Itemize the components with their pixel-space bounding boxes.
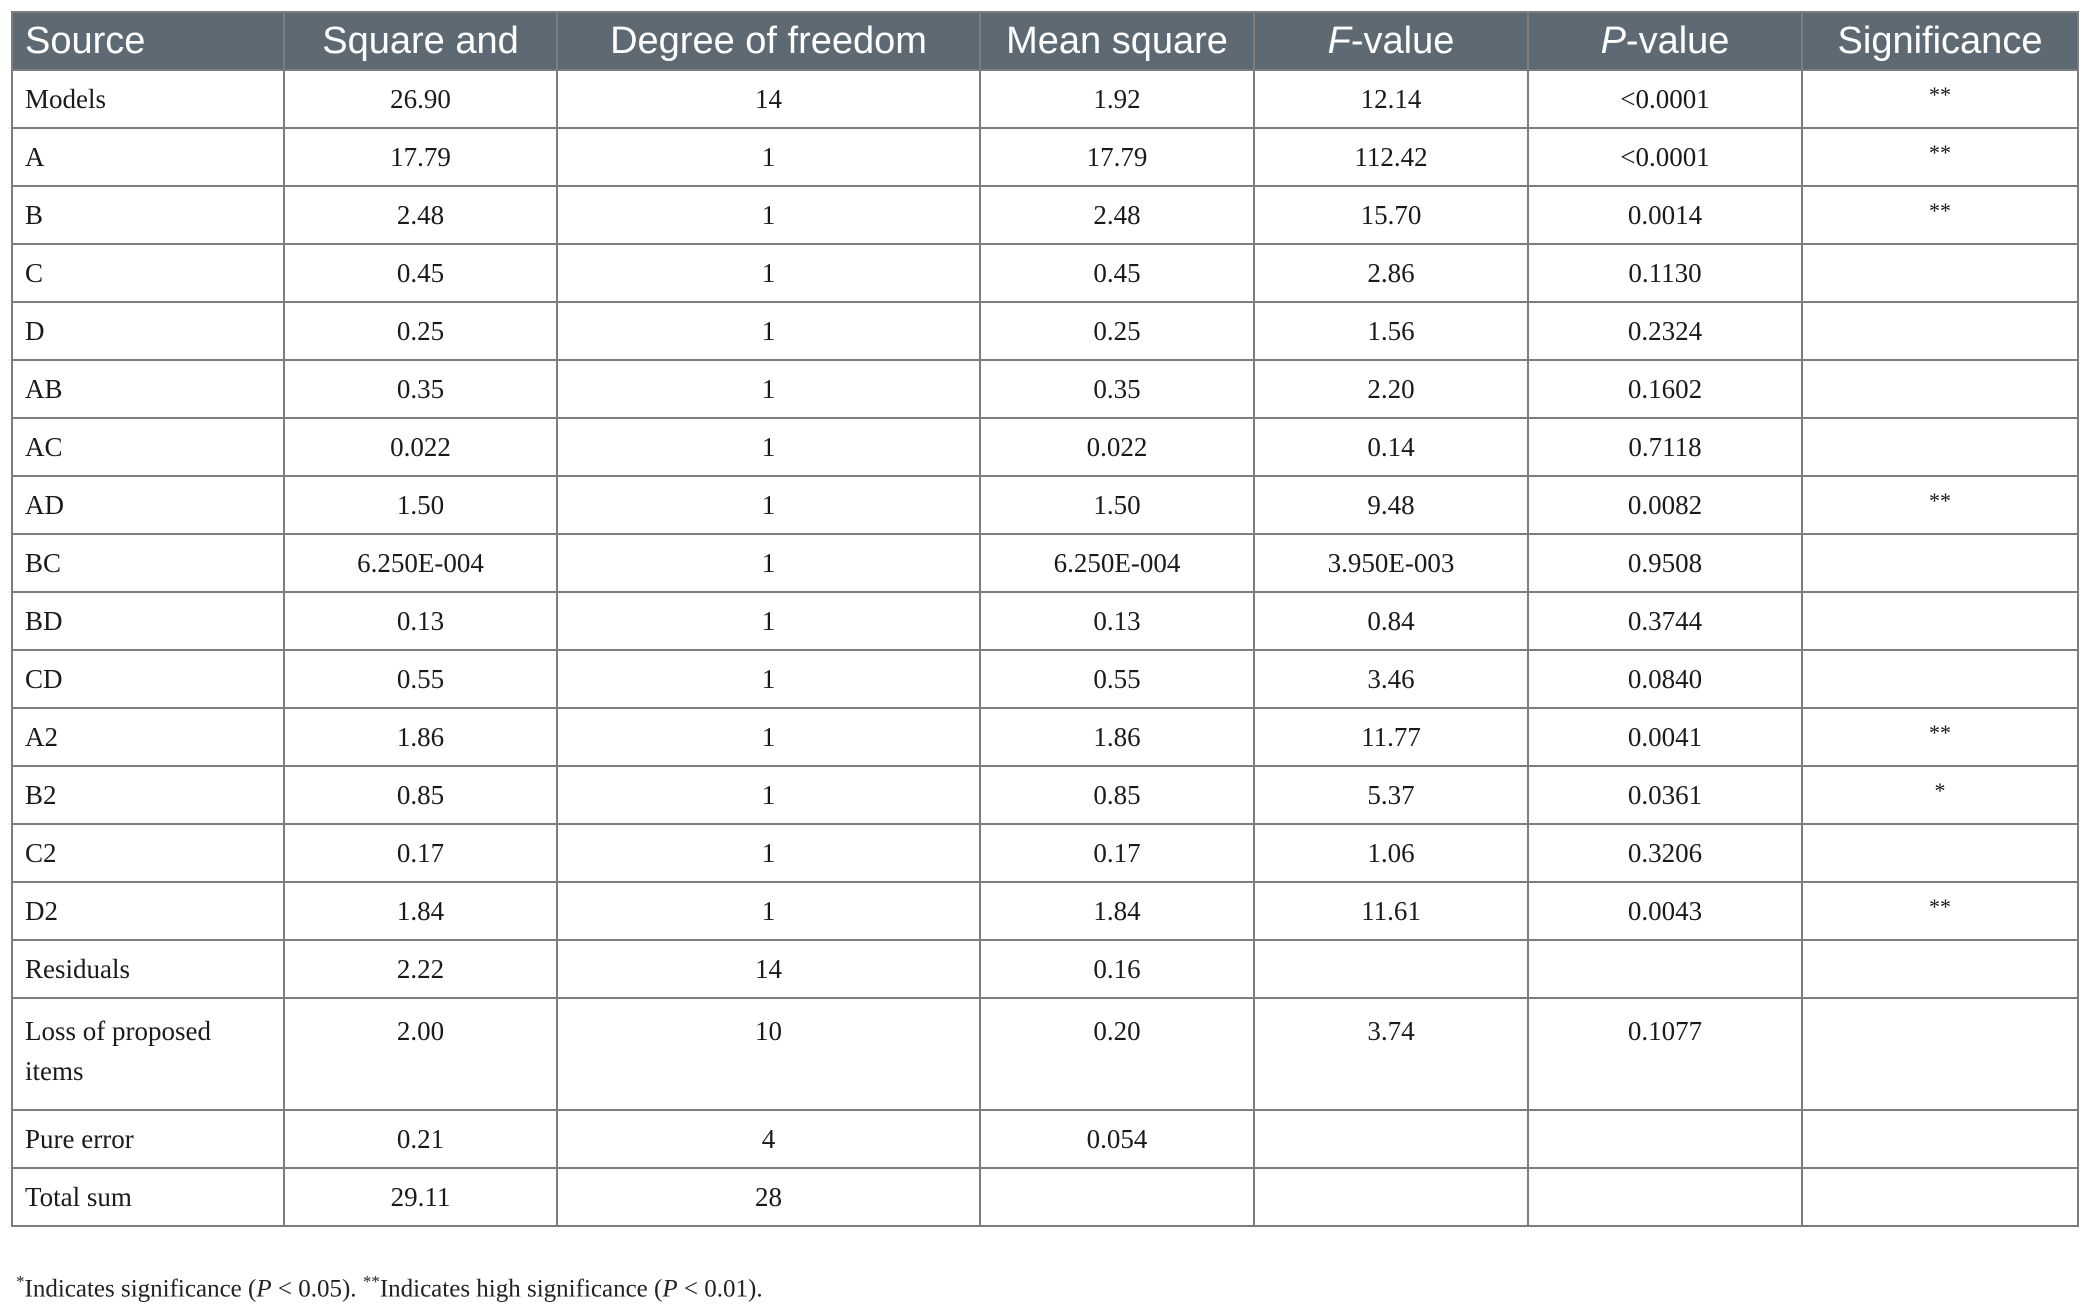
cell-source: AB — [12, 360, 284, 418]
cell-source: BD — [12, 592, 284, 650]
table-row — [12, 476, 2078, 534]
cell-f-value: 5.37 — [1254, 766, 1528, 824]
cell-significance — [1802, 650, 2078, 708]
cell-degree-of-freedom: 1 — [557, 650, 980, 708]
cell-degree-of-freedom: 1 — [557, 128, 980, 186]
header-row — [12, 12, 2078, 70]
header-mean-square: Mean square — [980, 12, 1254, 70]
cell-source: Loss of proposed items — [12, 998, 284, 1110]
significance-marker: ** — [1929, 720, 1951, 745]
table-row — [12, 882, 2078, 940]
cell-degree-of-freedom: 1 — [557, 360, 980, 418]
table-header — [12, 12, 2078, 70]
cell-f-value: 15.70 — [1254, 186, 1528, 244]
cell-mean-square: 0.054 — [980, 1110, 1254, 1168]
cell-source: Residuals — [12, 940, 284, 998]
table-row — [12, 360, 2078, 418]
header-significance: Significance — [1802, 12, 2078, 70]
cell-square-and: 0.17 — [284, 824, 557, 882]
header-p-suffix: -value — [1625, 19, 1730, 62]
cell-mean-square: 1.84 — [980, 882, 1254, 940]
anova-table — [11, 11, 2079, 1227]
cell-source: Total sum — [12, 1168, 284, 1226]
table-row — [12, 1168, 2078, 1226]
cell-f-value: 9.48 — [1254, 476, 1528, 534]
cell-p-value: 0.3744 — [1528, 592, 1802, 650]
cell-degree-of-freedom: 28 — [557, 1168, 980, 1226]
cell-degree-of-freedom: 1 — [557, 766, 980, 824]
cell-p-value: 0.9508 — [1528, 534, 1802, 592]
table-body — [12, 70, 2078, 1226]
cell-significance — [1802, 592, 2078, 650]
cell-significance — [1802, 882, 2078, 940]
cell-square-and: 1.84 — [284, 882, 557, 940]
cell-p-value: 0.3206 — [1528, 824, 1802, 882]
cell-f-value: 0.14 — [1254, 418, 1528, 476]
header-source: Source — [12, 12, 284, 70]
cell-f-value: 11.77 — [1254, 708, 1528, 766]
header-f-letter: F — [1327, 19, 1351, 62]
cell-significance — [1802, 1110, 2078, 1168]
cell-source: C — [12, 244, 284, 302]
cell-f-value: 12.14 — [1254, 70, 1528, 128]
cell-f-value — [1254, 1168, 1528, 1226]
cell-square-and: 0.45 — [284, 244, 557, 302]
cell-source: A2 — [12, 708, 284, 766]
cell-square-and: 0.35 — [284, 360, 557, 418]
cell-significance — [1802, 186, 2078, 244]
cell-square-and: 1.50 — [284, 476, 557, 534]
footnote-star-double: ** — [362, 1272, 380, 1291]
cell-significance — [1802, 302, 2078, 360]
significance-marker: ** — [1929, 82, 1951, 107]
cell-mean-square: 0.35 — [980, 360, 1254, 418]
table-row — [12, 244, 2078, 302]
cell-f-value: 1.06 — [1254, 824, 1528, 882]
cell-degree-of-freedom: 1 — [557, 418, 980, 476]
cell-mean-square: 0.25 — [980, 302, 1254, 360]
cell-f-value — [1254, 940, 1528, 998]
cell-source: D — [12, 302, 284, 360]
table-row — [12, 128, 2078, 186]
cell-degree-of-freedom: 1 — [557, 592, 980, 650]
cell-degree-of-freedom: 4 — [557, 1110, 980, 1168]
table-row — [12, 998, 2078, 1110]
cell-mean-square: 0.17 — [980, 824, 1254, 882]
cell-p-value: 0.1602 — [1528, 360, 1802, 418]
cell-source: CD — [12, 650, 284, 708]
cell-degree-of-freedom: 1 — [557, 244, 980, 302]
cell-mean-square: 0.45 — [980, 244, 1254, 302]
cell-mean-square: 17.79 — [980, 128, 1254, 186]
table-row — [12, 592, 2078, 650]
cell-source: AD — [12, 476, 284, 534]
table-row — [12, 186, 2078, 244]
cell-degree-of-freedom: 14 — [557, 940, 980, 998]
cell-p-value: <0.0001 — [1528, 70, 1802, 128]
footnote-p-2: P — [662, 1275, 678, 1303]
table-row — [12, 650, 2078, 708]
cell-square-and: 0.55 — [284, 650, 557, 708]
cell-significance — [1802, 476, 2078, 534]
significance-marker: ** — [1929, 488, 1951, 513]
cell-significance — [1802, 1168, 2078, 1226]
cell-f-value: 112.42 — [1254, 128, 1528, 186]
cell-mean-square: 0.85 — [980, 766, 1254, 824]
cell-source: Models — [12, 70, 284, 128]
cell-p-value: 0.0840 — [1528, 650, 1802, 708]
cell-square-and: 26.90 — [284, 70, 557, 128]
cell-degree-of-freedom: 1 — [557, 534, 980, 592]
table-row — [12, 1110, 2078, 1168]
cell-significance — [1802, 998, 2078, 1110]
header-p-letter: P — [1600, 19, 1626, 62]
cell-square-and: 6.250E-004 — [284, 534, 557, 592]
cell-square-and: 0.022 — [284, 418, 557, 476]
footnote-star-single: * — [16, 1272, 25, 1291]
cell-p-value: 0.1130 — [1528, 244, 1802, 302]
cell-mean-square: 2.48 — [980, 186, 1254, 244]
cell-source: Pure error — [12, 1110, 284, 1168]
cell-f-value: 3.46 — [1254, 650, 1528, 708]
cell-source: C2 — [12, 824, 284, 882]
cell-square-and: 0.13 — [284, 592, 557, 650]
table-row — [12, 766, 2078, 824]
cell-square-and: 2.00 — [284, 998, 557, 1110]
cell-degree-of-freedom: 1 — [557, 186, 980, 244]
cell-mean-square: 1.50 — [980, 476, 1254, 534]
cell-source: BC — [12, 534, 284, 592]
footnote-p-1: P — [256, 1275, 272, 1303]
cell-p-value — [1528, 940, 1802, 998]
cell-p-value: <0.0001 — [1528, 128, 1802, 186]
cell-degree-of-freedom: 1 — [557, 882, 980, 940]
cell-mean-square: 0.022 — [980, 418, 1254, 476]
cell-degree-of-freedom: 1 — [557, 708, 980, 766]
cell-p-value: 0.0014 — [1528, 186, 1802, 244]
footnote — [16, 1272, 763, 1303]
cell-degree-of-freedom: 1 — [557, 476, 980, 534]
cell-significance — [1802, 244, 2078, 302]
cell-square-and: 0.25 — [284, 302, 557, 360]
table-row — [12, 302, 2078, 360]
header-f-value — [1254, 12, 1528, 70]
footnote-text-1: Indicates significance ( — [24, 1275, 257, 1303]
cell-square-and: 1.86 — [284, 708, 557, 766]
table-row — [12, 418, 2078, 476]
cell-significance — [1802, 128, 2078, 186]
cell-significance — [1802, 70, 2078, 128]
cell-significance — [1802, 940, 2078, 998]
cell-mean-square: 0.16 — [980, 940, 1254, 998]
cell-square-and: 29.11 — [284, 1168, 557, 1226]
cell-f-value: 0.84 — [1254, 592, 1528, 650]
cell-source: B2 — [12, 766, 284, 824]
significance-marker: * — [1934, 778, 1946, 803]
cell-source: AC — [12, 418, 284, 476]
cell-source: D2 — [12, 882, 284, 940]
cell-f-value — [1254, 1110, 1528, 1168]
cell-p-value: 0.1077 — [1528, 998, 1802, 1110]
significance-marker: ** — [1929, 894, 1951, 919]
header-p-value — [1528, 12, 1802, 70]
cell-f-value: 2.86 — [1254, 244, 1528, 302]
cell-significance — [1802, 824, 2078, 882]
cell-significance — [1802, 708, 2078, 766]
cell-p-value: 0.2324 — [1528, 302, 1802, 360]
footnote-text-2: < 0.05). — [271, 1275, 363, 1303]
cell-p-value: 0.0082 — [1528, 476, 1802, 534]
cell-p-value: 0.0043 — [1528, 882, 1802, 940]
cell-p-value — [1528, 1110, 1802, 1168]
cell-square-and: 2.48 — [284, 186, 557, 244]
footnote-text-3: Indicates high significance ( — [379, 1275, 663, 1303]
cell-f-value: 2.20 — [1254, 360, 1528, 418]
cell-f-value: 1.56 — [1254, 302, 1528, 360]
cell-f-value: 3.74 — [1254, 998, 1528, 1110]
cell-f-value: 3.950E-003 — [1254, 534, 1528, 592]
cell-mean-square: 1.92 — [980, 70, 1254, 128]
table-row — [12, 824, 2078, 882]
header-square-and: Square and — [284, 12, 557, 70]
cell-square-and: 17.79 — [284, 128, 557, 186]
table-row — [12, 534, 2078, 592]
cell-mean-square: 0.20 — [980, 998, 1254, 1110]
cell-significance — [1802, 766, 2078, 824]
cell-square-and: 0.21 — [284, 1110, 557, 1168]
cell-square-and: 2.22 — [284, 940, 557, 998]
header-f-suffix: -value — [1350, 19, 1455, 62]
cell-degree-of-freedom: 10 — [557, 998, 980, 1110]
cell-p-value: 0.7118 — [1528, 418, 1802, 476]
cell-p-value — [1528, 1168, 1802, 1226]
cell-degree-of-freedom: 14 — [557, 70, 980, 128]
header-degree-of-freedom: Degree of freedom — [557, 12, 980, 70]
cell-mean-square: 6.250E-004 — [980, 534, 1254, 592]
cell-degree-of-freedom: 1 — [557, 302, 980, 360]
table-row — [12, 708, 2078, 766]
cell-mean-square: 0.13 — [980, 592, 1254, 650]
significance-marker: ** — [1929, 140, 1951, 165]
footnote-text-4: < 0.01). — [677, 1275, 763, 1303]
cell-mean-square — [980, 1168, 1254, 1226]
cell-significance — [1802, 534, 2078, 592]
cell-p-value: 0.0361 — [1528, 766, 1802, 824]
cell-significance — [1802, 360, 2078, 418]
table-row — [12, 70, 2078, 128]
cell-mean-square: 1.86 — [980, 708, 1254, 766]
cell-mean-square: 0.55 — [980, 650, 1254, 708]
cell-significance — [1802, 418, 2078, 476]
significance-marker: ** — [1929, 198, 1951, 223]
cell-source: A — [12, 128, 284, 186]
cell-f-value: 11.61 — [1254, 882, 1528, 940]
cell-degree-of-freedom: 1 — [557, 824, 980, 882]
cell-p-value: 0.0041 — [1528, 708, 1802, 766]
cell-source: B — [12, 186, 284, 244]
table-row — [12, 940, 2078, 998]
cell-square-and: 0.85 — [284, 766, 557, 824]
